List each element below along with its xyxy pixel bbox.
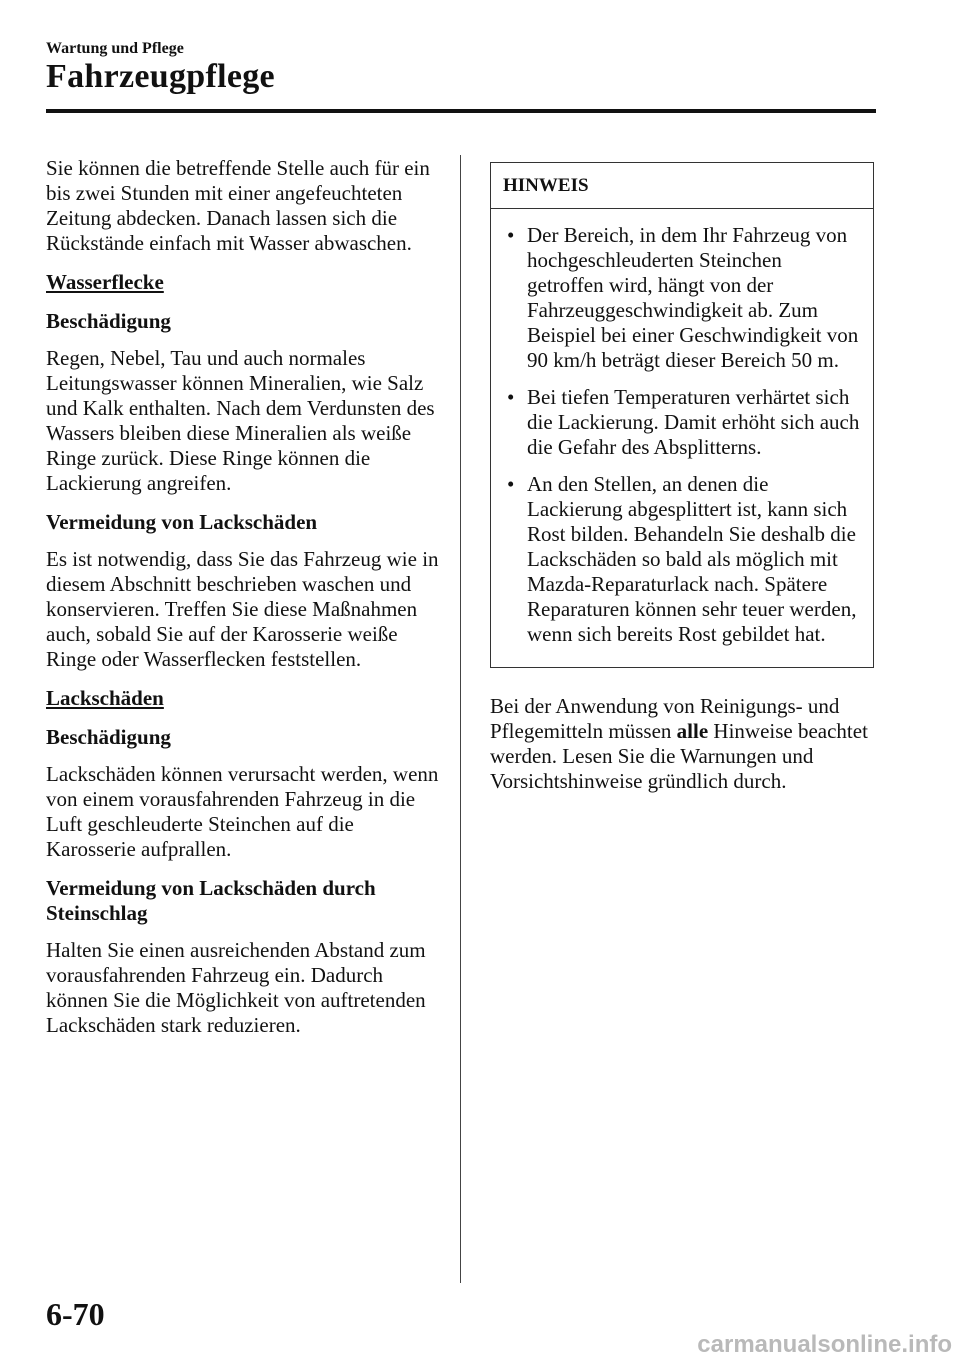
water-damage-heading: Beschädigung bbox=[46, 309, 171, 333]
intro-paragraph: Sie können die betreffende Stelle auch für ein bis zwei Stunden mit einer angefeuchteten Zeitung abdecken. Danach lassen sich die Rückstände einfach mit Wasser abwaschen. bbox=[46, 156, 430, 255]
water-prevention-heading: Vermeidung von Lackschäden bbox=[46, 510, 318, 534]
page-number: 6-70 bbox=[46, 1296, 105, 1332]
closing-text-start: Bei der Anwendung von Reinigungs- und Pflegemitteln müssen bbox=[490, 694, 840, 743]
note-item-text: Der Bereich, in dem Ihr Fahrzeug von hochgeschleuderten Steinchen getroffen wird, hängt von der Fahrzeuggeschwindigkeit ab. Zum Beispiel bei einer Geschwindigkeit von 90 km/h beträgt dieser Bereich 50 m. bbox=[527, 223, 859, 372]
note-item bbox=[503, 385, 861, 460]
bullet-icon: • bbox=[507, 223, 515, 247]
note-item bbox=[503, 223, 861, 373]
paint-damage-text: Lackschäden können verursacht werden, wenn von einem vorausfahrenden Fahrzeug in die Luft geschleuderte Steinchen auf die Karosserie aufprallen. bbox=[46, 762, 439, 861]
left-column bbox=[46, 156, 446, 1052]
water-prevention-text: Es ist notwendig, dass Sie das Fahrzeug wie in diesem Abschnitt beschrieben waschen und konservieren. Treffen Sie diese Maßnahmen auch, sobald Sie auf der Karosserie weiße Ringe oder Wasserflecken feststellen. bbox=[46, 547, 439, 671]
note-list bbox=[491, 209, 873, 667]
note-item-text: An den Stellen, an denen die Lackierung abgesplittert ist, kann sich Rost bilden. Behandeln Sie deshalb die Lackschäden so bald als möglich mit Mazda-Reparaturlack nach. Spätere Reparaturen können sehr teuer werden, wenn sich bereits Rost gebildet hat. bbox=[527, 472, 857, 646]
section-label: Wartung und Pflege bbox=[46, 40, 184, 57]
closing-paragraph bbox=[490, 694, 876, 794]
note-item bbox=[503, 472, 861, 647]
watermark: carmanualsonline.info bbox=[697, 1331, 952, 1358]
right-column bbox=[490, 162, 876, 808]
closing-emphasis: alle bbox=[676, 719, 709, 743]
bullet-icon: • bbox=[507, 472, 515, 496]
note-title: HINWEIS bbox=[491, 163, 873, 209]
stone-chip-prevention-heading: Vermeidung von Lackschäden durch Steinschlag bbox=[46, 876, 376, 925]
water-stains-heading: Wasserflecke bbox=[46, 270, 164, 294]
closing-text-end: Hinweise beachtet werden. Lesen Sie die Warnungen und Vorsichtshinweise gründlich durch. bbox=[490, 719, 868, 793]
stone-chip-prevention-text: Halten Sie einen ausreichenden Abstand zum vorausfahrenden Fahrzeug ein. Dadurch können Sie die Möglichkeit von auftretenden Lackschäden stark reduzieren. bbox=[46, 938, 426, 1037]
column-divider bbox=[460, 155, 461, 1283]
title-rule bbox=[46, 109, 876, 113]
paint-damage-heading: Lackschäden bbox=[46, 686, 164, 710]
page-title: Fahrzeugpflege bbox=[46, 58, 275, 95]
note-item-text: Bei tiefen Temperaturen verhärtet sich die Lackierung. Damit erhöht sich auch die Gefahr des Absplitterns. bbox=[527, 385, 860, 459]
note-box bbox=[490, 162, 874, 668]
paint-damage-subheading: Beschädigung bbox=[46, 725, 171, 749]
water-damage-text: Regen, Nebel, Tau und auch normales Leitungswasser können Mineralien, wie Salz und Kalk enthalten. Nach dem Verdunsten des Wassers bleiben diese Mineralien als weiße Ringe zurück. Diese Ringe können die Lackierung angreifen. bbox=[46, 346, 435, 495]
bullet-icon: • bbox=[507, 385, 515, 409]
